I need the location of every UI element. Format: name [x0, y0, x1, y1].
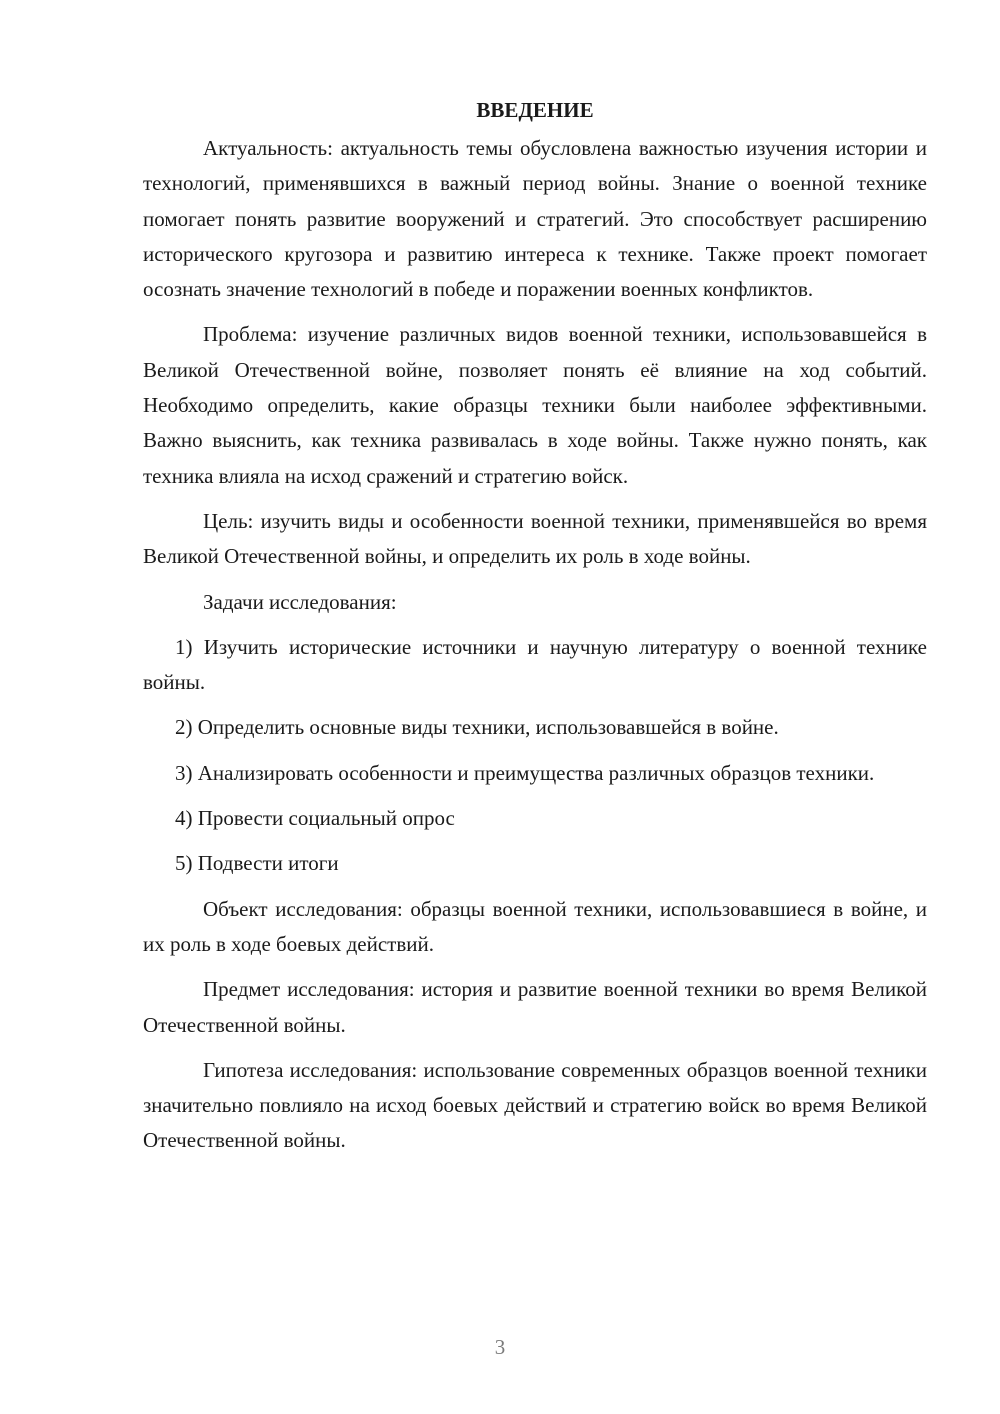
page-number: 3	[494, 1335, 506, 1359]
task-item-4: 4) Провести социальный опрос	[175, 806, 455, 831]
problem-paragraph: Проблема: изучение различных видов военной техники, использовавшейся в Великой Отечественной войне, позволяет понять её влияние на ход событий. Необходимо определить, какие образцы техники были наиболее эффективными. Важно выяснить, как техника развивалась в ходе войны. Также нужно понять, как техника влияла на исход сражений и стратегию войск.	[143, 322, 927, 488]
task-item-1: 1) Изучить исторические источники и научную литературу о военной технике войны.	[143, 634, 927, 695]
goal-paragraph: Цель: изучить виды и особенности военной техники, применявшейся во время Великой Отечественной войны, и определить их роль в ходе войны.	[143, 508, 927, 569]
document-body	[143, 92, 927, 1169]
object-paragraph: Объект исследования: образцы военной техники, использовавшиеся в войне, и их роль в ходе боевых действий.	[143, 896, 927, 956]
section-heading: ВВЕДЕНИЕ	[476, 98, 594, 122]
relevance-paragraph: Актуальность: актуальность темы обусловлена важностью изучения истории и технологий, применявшихся в важный период войны. Знание о военной технике помогает понять развитие вооружений и стратегий. Это способствует расширению исторического кругозора и развитию интереса к технике. Также проект помогает осознать значение технологий в победе и поражении военных конфликтов.	[143, 136, 927, 302]
task-item-3: 3) Анализировать особенности и преимущества различных образцов техники.	[175, 760, 875, 785]
task-item-2: 2) Определить основные виды техники, использовавшейся в войне.	[175, 715, 779, 740]
hypothesis-paragraph: Гипотеза исследования: использование современных образцов военной техники значительно повлияло на исход боевых действий и стратегию войск во время Великой Отечественной войны.	[143, 1057, 927, 1153]
subject-paragraph: Предмет исследования: история и развитие военной техники во время Великой Отечественной войны.	[143, 977, 927, 1037]
task-item-5: 5) Подвести итоги	[175, 851, 339, 876]
tasks-title: Задачи исследования:	[203, 589, 397, 614]
